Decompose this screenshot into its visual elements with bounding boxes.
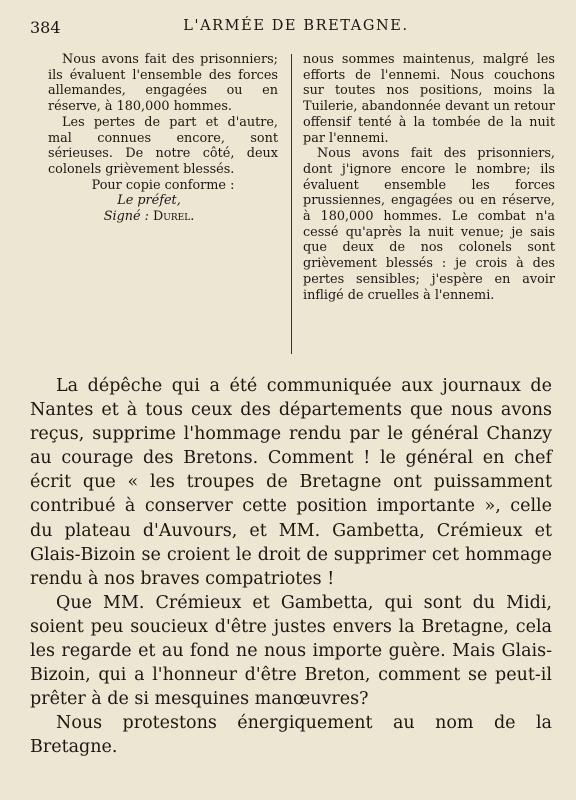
page-number: 384 — [30, 18, 61, 37]
right-column — [303, 52, 555, 303]
right-paragraph-2: Nous avons fait des prisonniers, dont j'ignore encore le nombre; ils évaluent ensemble les forces prussiennes, engagées ou en réserve, à 180,000 hommes. Le combat n'a cessé qu'après la nuit venue; je sais que deux de nos colonels sont grièvement blessés : je crois à des pertes sensibles; j'espère en avoir infligé de cruelles à l'ennemi. — [303, 146, 555, 303]
main-paragraph-2: Que MM. Crémieux et Gambetta, qui sont du Midi, soient peu soucieux d'être justes envers la Bretagne, cela les regarde et au fond ne nous importe guère. Mais Glais-Bizoin, qui a l'honneur d'être Breton, comment se peut-il prêter à de si mesquines manœuvres? — [30, 592, 552, 710]
left-paragraph-2: Les pertes de part et d'autre, mal connues encore, sont sérieuses. De notre côté, deux colonels grièvement blessés. — [48, 114, 278, 177]
column-divider — [291, 54, 292, 354]
signed-line — [48, 209, 278, 225]
page-header — [30, 18, 562, 42]
main-text — [30, 374, 552, 760]
copy-conforme-line: Pour copie conforme : — [91, 177, 235, 193]
main-paragraph-1: La dépêche qui a été communiquée aux journaux de Nantes et à tous ceux des départements que nous avons reçus, supprime l'hommage rendu par le général Chanzy au courage des Bretons. Comment ! le général en chef écrit que « les troupes de Bretagne ont puissamment contribué à conserver cette position importante », celle du plateau d'Auvours, et MM. Gambetta, Crémieux et Glais-Bizoin se croient le droit de supprimer cet hommage rendu à nos braves compatriotes ! — [30, 376, 552, 589]
signature-block — [48, 178, 278, 225]
left-column — [48, 52, 278, 225]
prefect-line: Le préfet, — [117, 193, 181, 209]
main-paragraph-3: Nous protestons énergiquement au nom de la Bretagne. — [30, 713, 552, 758]
signed-label: Signé : — [103, 209, 149, 225]
left-paragraph-1: Nous avons fait des prisonniers; ils évaluent l'ensemble des forces allemandes, engagées ou en réserve, à 180,000 hommes. — [48, 52, 278, 115]
running-title: L'ARMÉE DE BRETAGNE. — [183, 18, 409, 34]
signed-name: Durel. — [153, 209, 195, 225]
right-paragraph-1: nous sommes maintenus, malgré les efforts de l'ennemi. Nous couchons sur toutes nos positions, moins la Tuilerie, abandonnée devant un retour offensif tenté à la tombée de la nuit par l'ennemi. — [303, 52, 555, 146]
